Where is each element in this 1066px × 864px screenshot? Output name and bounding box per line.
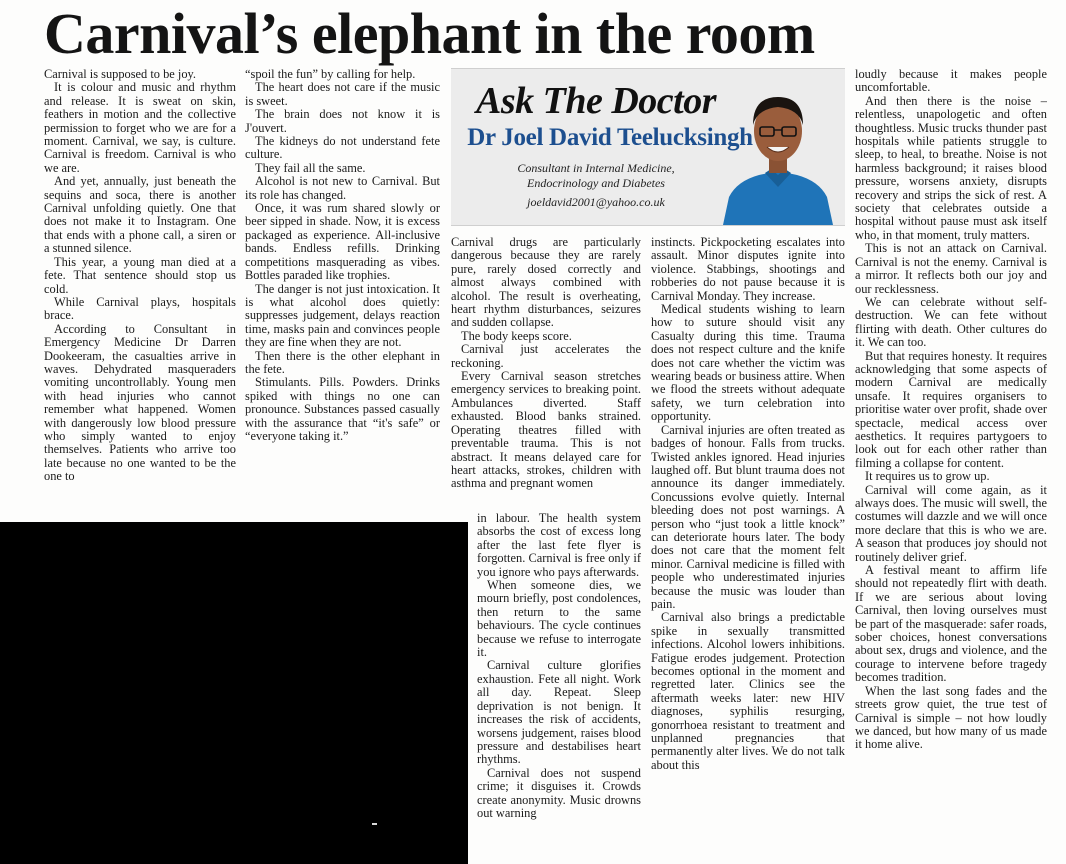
paragraph: We can celebrate without self-destruction. We can fete without flirting with death. Other cultures do it. We can too. [855, 294, 1047, 350]
author-portrait [715, 75, 841, 225]
paragraph: The danger is not just intoxication. It is what alcohol does quietly: suppresses judgement, delays reaction time, masks pain and convinces people they are fine when they are not. [245, 281, 440, 350]
paragraph: Carnival culture glorifies exhaustion. Fete all night. Work all day. Repeat. Sleep deprivation is not benign. It increases the risk of accidents, worsens judgement, raises blood pressure and destabilises heart rhythms. [477, 658, 641, 767]
column-title: Ask The Doctor [476, 80, 716, 122]
paragraph: Every Carnival season stretches emergency services to breaking point. Ambulances diverted. Staff exhausted. Blood banks strained. Operating theatres filled with preventable trauma. This is not abstract. It means delayed care for heart attacks, strokes, children with asthma and pregnant women [451, 369, 641, 491]
paragraph: Carnival will come again, as it always does. The music will swell, the costumes will dazzle and we will once more declare that this is who we are. A season that produces joy should not routinely deliver grief. [855, 482, 1047, 564]
paragraph: loudly because it makes people uncomfortable. [855, 68, 1047, 95]
author-email: joeldavid2001@yahoo.co.uk [527, 195, 665, 209]
article-column-5 [855, 68, 1047, 858]
paragraph: When someone dies, we mourn briefly, post condolences, then return to the same behaviours. The cycle continues because we refuse to interrogate it. [477, 578, 641, 660]
paragraph: The kidneys do not understand fete culture. [245, 134, 440, 162]
paragraph: Carnival also brings a predictable spike in sexually transmitted infections. Alcohol lowers inhibitions. Fatigue erodes judgement. Protection becomes optional in the moment and regretted later. Clinics see the aftermath weeks later: new HIV diagnoses, syphilis resurging, gonorrhoea resistant to treatment and unplanned pregnancies that permanently alter lives. We do not talk about this [651, 610, 845, 772]
paragraph: According to Consultant in Emergency Medicine Dr Darren Dookeeram, the casualties arrive in waves. Dehydrated masqueraders vomiting uncontrollably. Young men with head injuries who cannot remember what happened. Women with dangerously low blood pressure who simply wanted to enjoy themselves. Patients who arrive too late because no one wanted to be the one to [44, 321, 236, 484]
article-column-3-continued [477, 512, 641, 856]
paragraph: Carnival just accelerates the reckoning. [451, 342, 641, 370]
paragraph: instincts. Pickpocketing escalates into assault. Minor disputes ignite into violence. Stabbings, shootings and robberies do not pause because it is Carnival Monday. They increase. [651, 236, 845, 303]
paragraph: While Carnival plays, hospitals brace. [44, 294, 236, 323]
article-column-2 [245, 68, 440, 514]
author-role-line: Consultant in Internal Medicine, [517, 161, 675, 175]
paragraph: “spoil the fun” by calling for help. [245, 68, 416, 81]
paragraph: This year, a young man died at a fete. That sentence should stop us cold. [44, 254, 236, 296]
author-role-line: Endocrinology and Diabetes [527, 176, 665, 190]
article-column-1 [44, 68, 236, 514]
paragraph: When the last song fades and the streets grow quiet, the true test of Carnival is simple – not how loudly we danced, but how many of us made it home alive. [855, 683, 1047, 752]
paragraph: Alcohol is not new to Carnival. But its role has changed. [245, 174, 440, 202]
paragraph: Then there is the other elephant in the fete. [245, 348, 440, 376]
paragraph: Carnival drugs are particularly dangerous because they are rarely pure, rarely dosed correctly and almost always combined with alcohol. The result is overheating, heart rhythm disturbances, seizures and sudden collapse. [451, 236, 641, 330]
paragraph: in labour. The health system absorbs the cost of excess long after the last fete flyer is forgotten. Carnival is free only if you ignore who pays afterwards. [477, 512, 641, 579]
paragraph: The body keeps score. [461, 328, 572, 343]
author-role [451, 161, 741, 191]
paragraph: Once, it was rum shared slowly or beer sipped in shade. Now, it is excess packaged as experience. All-inclusive bands. Endless refills. Drinking competitions masquerading as vibes. Bottles paraded like trophies. [245, 201, 440, 283]
redacted-black-area [0, 522, 468, 864]
paragraph: The brain does not know it is J'ouvert. [245, 107, 440, 135]
paragraph: It is colour and music and rhythm and release. It is sweat on skin, feathers in motion and the collective permission to forget who we are for a moment. Carnival, we say, is culture. Carnival is freedom. Carnival is who we are. [44, 80, 236, 175]
paragraph: Medical students wishing to learn how to suture should visit any Casualty during this time. Trauma does not respect culture and the knife does not care whether the victim was wearing beads or business attire. When we flood the streets without adequate safety, we turn celebration into opportunity. [651, 302, 845, 424]
paragraph: This is not an attack on Carnival. Carnival is not the enemy. Carnival is a mirror. It reflects both our joy and our recklessness. [855, 241, 1047, 296]
paragraph: It requires us to grow up. [865, 469, 990, 484]
paragraph: Carnival is supposed to be joy. [44, 68, 196, 81]
stray-mark [372, 823, 377, 825]
paragraph: And then there is the noise – relentless, unapologetic and often thoughtless. Music trucks thunder past hospitals while patients struggle to sleep, to heal, to breathe. Noise is not harmless background; it raises blood pressure, worsens anxiety, disrupts recovery and strips the sick of rest. A society that celebrates outside a hospital without pause must ask itself who, in that moment, truly matters. [855, 93, 1047, 242]
paragraph: But that requires honesty. It requires acknowledging that some aspects of modern Carnival are medically unsafe. It requires organisers to prioritise water over profit, shade over spectacle, medical access over aesthetics. It requires partygoers to look out for each other rather than filming a collapse for content. [855, 348, 1047, 470]
paragraph: Stimulants. Pills. Powders. Drinks spiked with things no one can pronounce. Substances passed casually with the assurance that “it's safe” or “everyone taking it.” [245, 375, 440, 443]
author-name: Dr Joel David Teelucksingh [467, 124, 753, 151]
paragraph: And yet, annually, just beneath the sequins and soca, there is another Carnival unfolding quietly. One that does not make it to Instagram. One that ends with a phone call, a siren or a stunned silence. [44, 174, 236, 256]
paragraph: Carnival injuries are often treated as badges of honour. Falls from trucks. Twisted ankles ignored. Head injuries laughed off. But blunt trauma does not announce its danger immediately. Concussions evolve quietly. Internal bleeding does not post warnings. A person who “just took a little knock” can deteriorate hours later. The body does not care that the moment felt minor. Carnival medicine is filled with people who underestimated injuries because the music was louder than pain. [651, 422, 845, 611]
ask-the-doctor-box [451, 68, 845, 226]
paragraph: A festival meant to affirm life should not repeatedly flirt with death. If we are serious about loving Carnival, then loving ourselves must be part of the masquerade: safer roads, sober choices, honest conversations about sex, drugs and violence, and the courage to intervene before tragedy becomes tradition. [855, 563, 1047, 685]
article-column-4 [651, 236, 845, 856]
article-column-3 [451, 236, 641, 514]
paragraph: The heart does not care if the music is sweet. [245, 80, 440, 108]
paragraph: They fail all the same. [255, 160, 366, 175]
article-headline: Carnival’s elephant in the room [44, 1, 815, 66]
paragraph: Carnival does not suspend crime; it disguises it. Crowds create anonymity. Music drowns out warning [477, 765, 641, 820]
